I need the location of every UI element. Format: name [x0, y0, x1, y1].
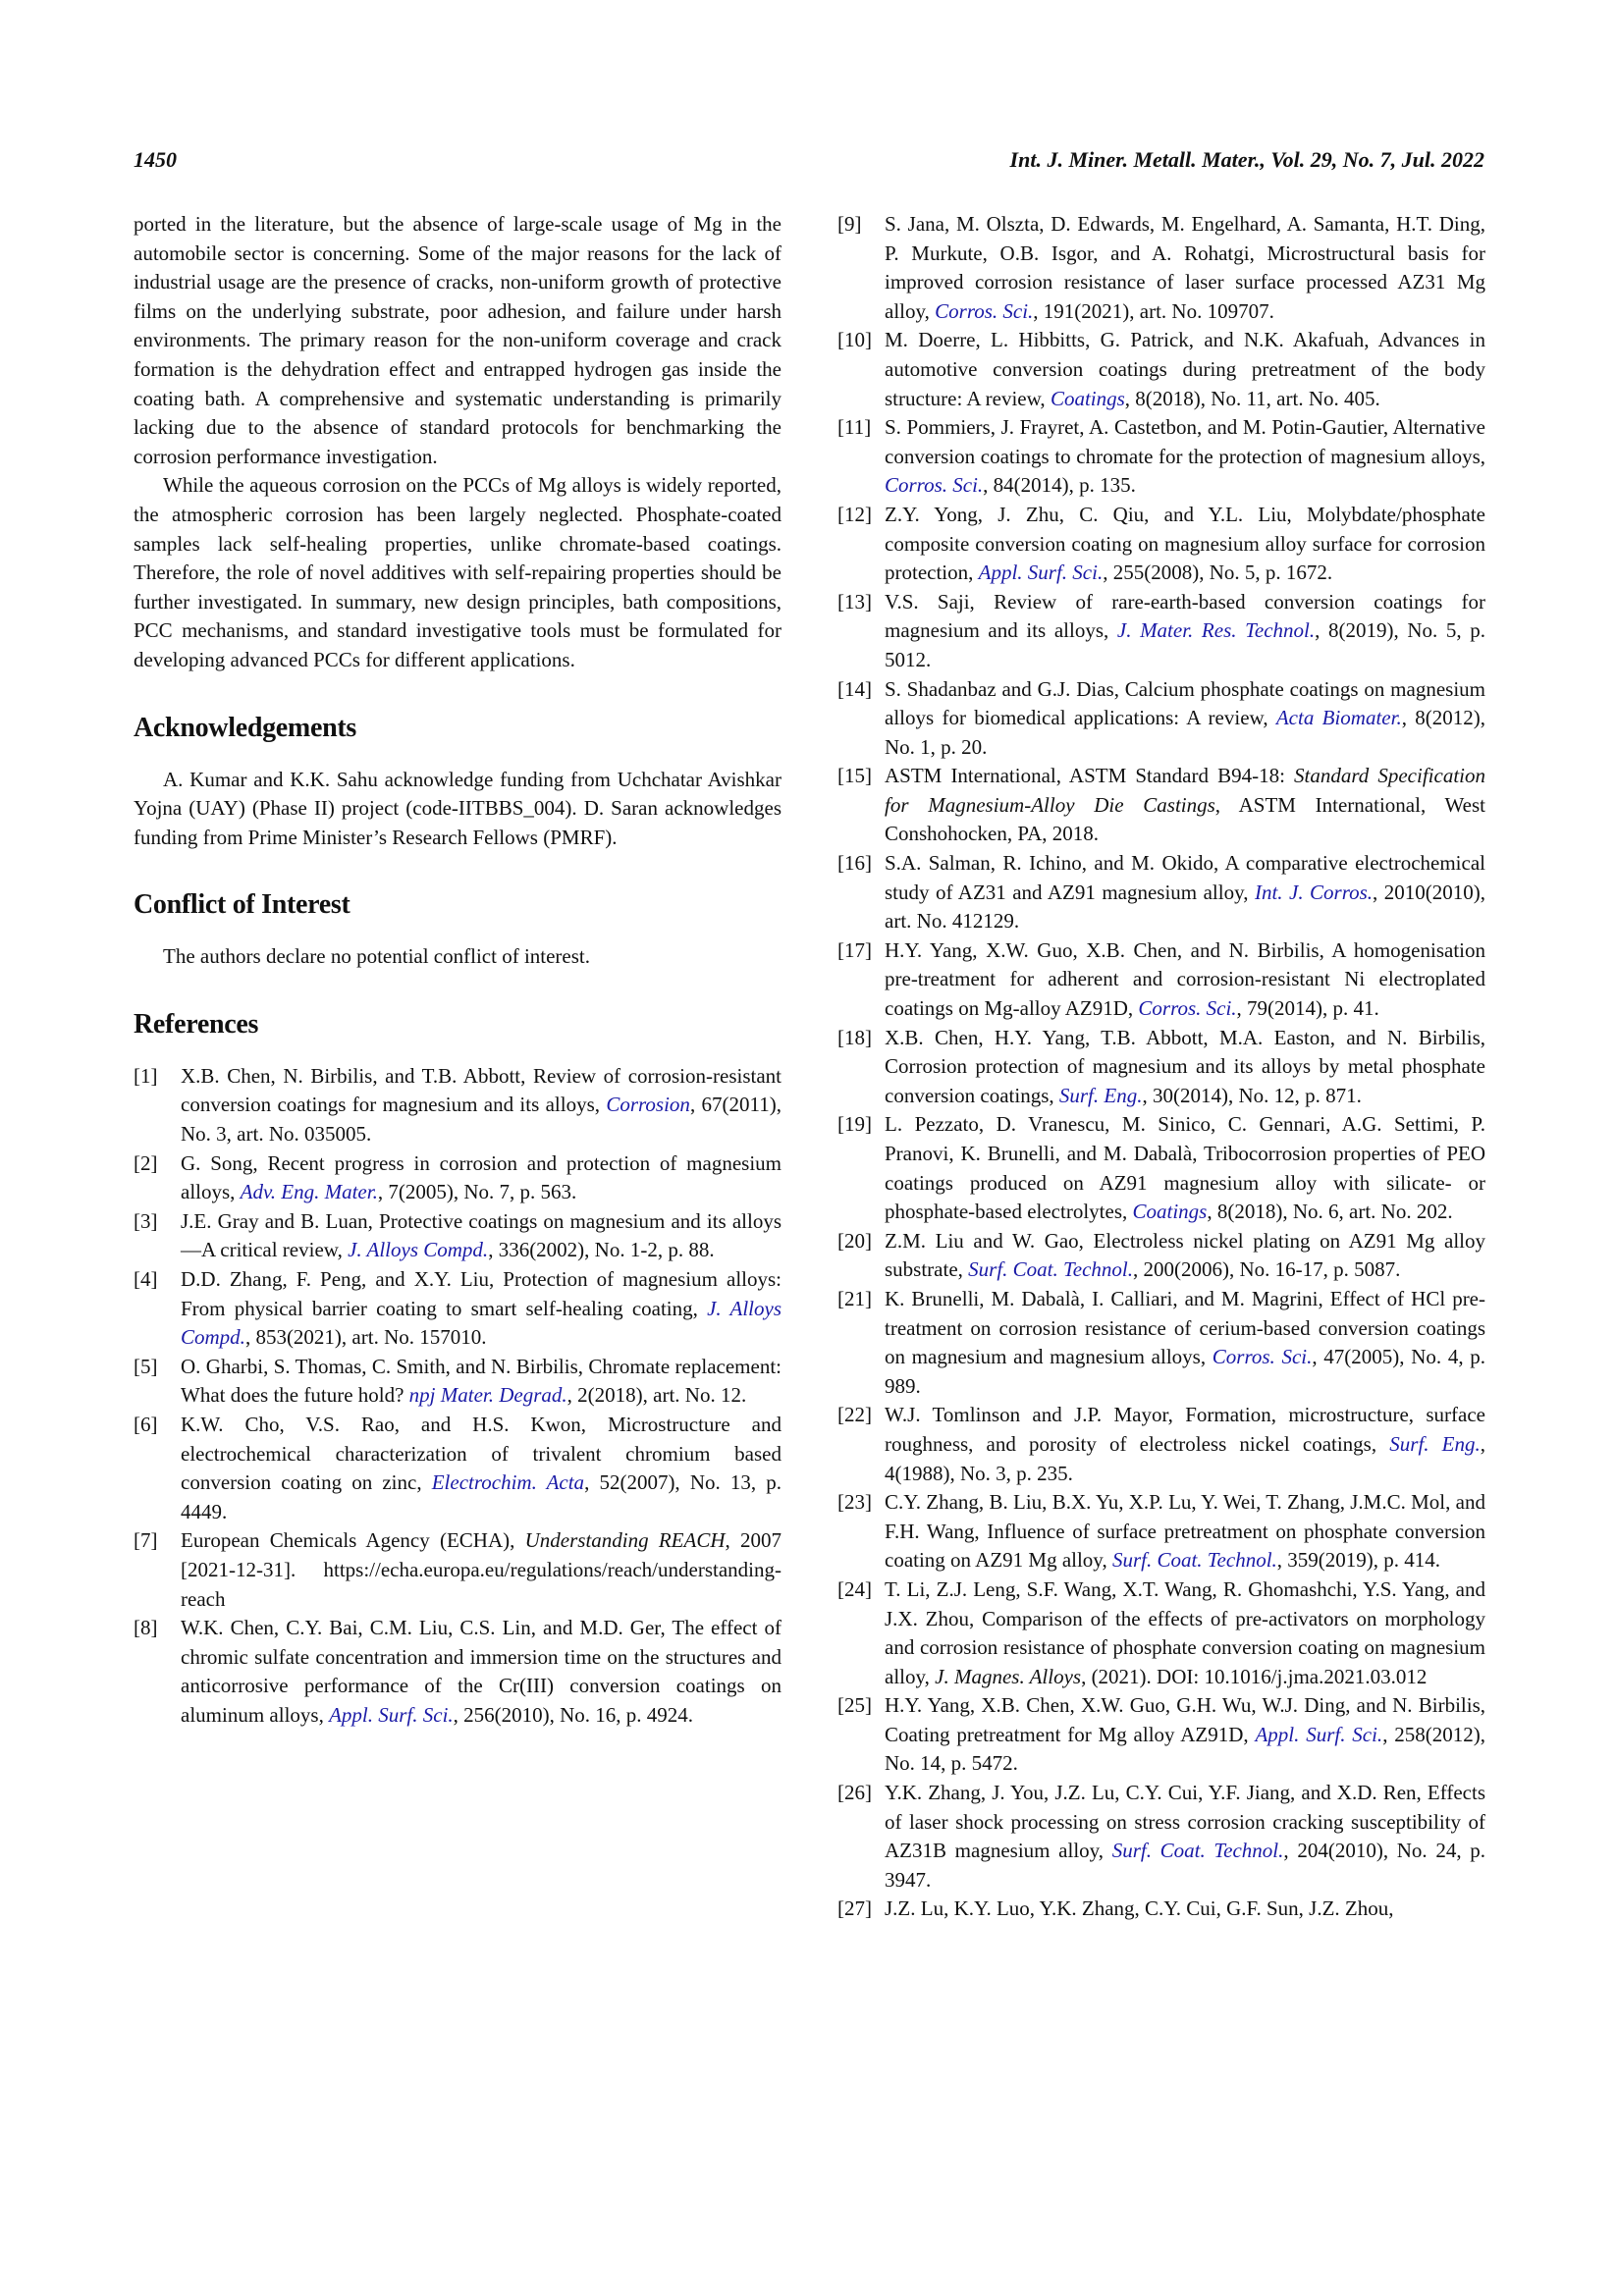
- conflict-heading: Conflict of Interest: [134, 889, 350, 921]
- reference-number: [11]: [837, 415, 872, 440]
- reference-text: H.Y. Yang, X.W. Guo, X.B. Chen, and N. Birbilis, A homogenisation pre-treatment for adherent and corrosion-resistant Ni electroplated coatings on Mg-alloy AZ91D, Corros. Sci., 79(2014), p. 41.: [885, 937, 1485, 1021]
- journal-link[interactable]: Corrosion: [606, 1093, 690, 1117]
- reference-text: K. Brunelli, M. Dabalà, I. Calliari, and M. Magrini, Effect of HCl pre-treatment on corrosion resistance of cerium-based conversion coatings on magnesium and magnesium alloys, Corros. Sci., 47(2005), No. 4, p. 989.: [885, 1286, 1486, 1398]
- reference-text: X.B. Chen, H.Y. Yang, T.B. Abbott, M.A. Easton, and N. Birbilis, Corrosion protection of magnesium and its alloys by metal phosphate conversion coatings, Surf. Eng., 30(2014), No. 12, p. 871.: [885, 1025, 1485, 1107]
- references-heading: References: [134, 1008, 259, 1040]
- reference-item: [134, 1411, 782, 1526]
- left-column: [134, 210, 782, 1731]
- body-paragraph: ported in the literature, but the absence of large-scale usage of Mg in the automobile sector is concerning. Some of the major reasons for the lack of industrial usage are the presence of cracks, non-uniform growth of protective films on the underlying substrate, poor adhesion, and failure under harsh environments. The primary reason for the non-uniform coverage and crack formation is the dehydration effect and entrapped hydrogen gas inside the coating bath. A comprehensive and systematic understanding is primarily lacking due to the absence of standard protocols for benchmarking the corrosion performance investigation.: [134, 212, 782, 468]
- reference-number: [22]: [837, 1403, 872, 1427]
- reference-number: [6]: [134, 1413, 158, 1436]
- journal-link[interactable]: Appl. Surf. Sci.: [978, 561, 1104, 585]
- reference-item: [134, 1265, 782, 1353]
- reference-number: [24]: [837, 1576, 872, 1601]
- page-number: 1450: [134, 147, 177, 172]
- reference-number: [17]: [837, 937, 872, 962]
- journal-link[interactable]: J. Alloys Compd.: [348, 1238, 489, 1262]
- reference-text: Y.K. Zhang, J. You, J.Z. Lu, C.Y. Cui, Y.F. Jiang, and X.D. Ren, Effects of laser shock processing on stress corrosion cracking susceptibility of AZ31B magnesium alloy, Surf. Coat. Technol., 204(2010), No. 24, p. 3947.: [885, 1781, 1486, 1892]
- reference-item: [134, 1526, 782, 1614]
- journal-link[interactable]: Surf. Eng.: [1389, 1431, 1481, 1456]
- italic-title: Standard Specification for Magnesium-Alloy Die Castings: [885, 764, 1485, 817]
- reference-item: [837, 1401, 1485, 1488]
- reference-text: S. Pommiers, J. Frayret, A. Castetbon, and M. Potin-Gautier, Alternative conversion coatings to chromate for the protection of magnesium alloys, Corros. Sci., 84(2014), p. 135.: [885, 415, 1485, 498]
- reference-item: [134, 1614, 782, 1730]
- reference-text: W.K. Chen, C.Y. Bai, C.M. Liu, C.S. Lin, and M.D. Ger, The effect of chromic sulfate concentration and immersion time on the structures and anticorrosive performance of the Cr(III) conversion coatings on aluminum alloys, Appl. Surf. Sci., 256(2010), No. 16, p. 4924.: [181, 1616, 782, 1727]
- reference-item: [134, 1353, 782, 1411]
- reference-item: [837, 1285, 1485, 1401]
- reference-number: [13]: [837, 589, 872, 614]
- reference-item: [837, 210, 1485, 326]
- reference-text: ASTM International, ASTM Standard B94-18: Standard Specification for Magnesium-Alloy Die Castings, ASTM International, West Conshohocken, PA, 2018.: [885, 764, 1485, 846]
- reference-number: [14]: [837, 676, 872, 701]
- reference-item: [134, 1149, 782, 1207]
- reference-number: [7]: [134, 1528, 158, 1553]
- reference-item: [837, 1227, 1485, 1285]
- journal-link[interactable]: Appl. Surf. Sci.: [329, 1702, 454, 1727]
- reference-item: [837, 849, 1485, 936]
- journal-link[interactable]: J. Mater. Res. Technol.: [1116, 618, 1316, 643]
- reference-number: [16]: [837, 851, 872, 876]
- reference-text: K.W. Cho, V.S. Rao, and H.S. Kwon, Microstructure and electrochemical characterization of trivalent chromium based conversion coating on zinc, Electrochim. Acta, 52(2007), No. 13, p. 4449.: [181, 1413, 782, 1523]
- reference-text: Z.Y. Yong, J. Zhu, C. Qiu, and Y.L. Liu, Molybdate/phosphate composite conversion coating on magnesium alloy surface for corrosion protection, Appl. Surf. Sci., 255(2008), No. 5, p. 1672.: [885, 502, 1485, 585]
- reference-item: [837, 1024, 1485, 1111]
- journal-link[interactable]: Acta Biomater.: [1275, 706, 1402, 730]
- reference-item: [837, 1895, 1485, 1924]
- reference-text: G. Song, Recent progress in corrosion and protection of magnesium alloys, Adv. Eng. Mater., 7(2005), No. 7, p. 563.: [181, 1150, 782, 1204]
- reference-item: [837, 501, 1485, 588]
- reference-number: [18]: [837, 1025, 872, 1049]
- reference-text: L. Pezzato, D. Vranescu, M. Sinico, C. Gennari, A.G. Settimi, P. Pranovi, K. Brunelli, and M. Dabalà, Tribocorrosion properties of PEO coatings produced on AZ91 magnesium alloy with silicate- or phosphate-based electrolytes, Coatings, 8(2018), No. 6, art. No. 202.: [885, 1112, 1485, 1224]
- reference-number: [4]: [134, 1267, 158, 1292]
- reference-item: [134, 1062, 782, 1149]
- reference-item: [837, 326, 1485, 413]
- journal-link[interactable]: Corros. Sci.: [1138, 996, 1237, 1021]
- reference-text: T. Li, Z.J. Leng, S.F. Wang, X.T. Wang, R. Ghomashchi, Y.S. Yang, and J.X. Zhou, Comparison of the effects of pre-activators on morphology and corrosion resistance of phosphate conversion coating on magnesium alloy, J. Magnes. Alloys, (2021). DOI: 10.1016/j.jma.2021.03.012: [885, 1576, 1485, 1688]
- reference-text: X.B. Chen, N. Birbilis, and T.B. Abbott, Review of corrosion-resistant conversion coatings for magnesium and its alloys, Corrosion, 67(2011), No. 3, art. No. 035005.: [181, 1063, 782, 1147]
- acknowledgements-heading: Acknowledgements: [134, 712, 356, 743]
- reference-number: [10]: [837, 328, 872, 352]
- reference-text: V.S. Saji, Review of rare-earth-based conversion coatings for magnesium and its alloys, J. Mater. Res. Technol., 8(2019), No. 5, p. 5012.: [885, 589, 1485, 671]
- reference-item: [837, 1575, 1485, 1691]
- journal-link[interactable]: Corros. Sci.: [1212, 1345, 1313, 1369]
- conflict-text: The authors declare no potential conflict of interest.: [163, 944, 591, 969]
- journal-link[interactable]: Corros. Sci.: [935, 298, 1034, 323]
- journal-link[interactable]: Corros. Sci.: [885, 473, 984, 498]
- reference-text: European Chemicals Agency (ECHA), Understanding REACH, 2007 [2021-12-31]. https://echa.europa.eu/regulations/reach/understanding-reach: [181, 1528, 782, 1611]
- reference-list-left: [134, 1062, 782, 1731]
- journal-link[interactable]: Surf. Coat. Technol.: [968, 1257, 1133, 1282]
- reference-number: [25]: [837, 1693, 872, 1718]
- reference-item: [837, 588, 1485, 675]
- reference-number: [26]: [837, 1781, 872, 1805]
- body-paragraph: While the aqueous corrosion on the PCCs of Mg alloys is widely reported, the atmospheric corrosion has been largely neglected. Phosphate-coated samples lack self-healing properties, unlike chromate-based coatings. Therefore, the role of novel additives with self-repairing properties should be further investigated. In summary, new design principles, bath compositions, PCC mechanisms, and standard investigative tools must be formulated for developing advanced PCCs for different applications.: [134, 473, 782, 671]
- acknowledgements-text: A. Kumar and K.K. Sahu acknowledge funding from Uchchatar Avishkar Yojna (UAY) (Phase II) project (code-IITBBS_004). D. Saran acknowledges funding from Prime Minister’s Research Fellows (PMRF).: [134, 767, 782, 849]
- reference-number: [12]: [837, 502, 872, 526]
- reference-number: [9]: [837, 212, 862, 236]
- reference-item: [837, 762, 1485, 849]
- reference-text: S.A. Salman, R. Ichino, and M. Okido, A comparative electrochemical study of AZ31 and AZ91 magnesium alloy, Int. J. Corros., 2010(2010), art. No. 412129.: [885, 851, 1485, 934]
- reference-text: J.Z. Lu, K.Y. Luo, Y.K. Zhang, C.Y. Cui, G.F. Sun, J.Z. Zhou,: [885, 1896, 1394, 1921]
- reference-number: [8]: [134, 1616, 158, 1640]
- journal-link[interactable]: Int. J. Corros.: [1254, 880, 1374, 904]
- journal-link[interactable]: Coatings: [1050, 386, 1125, 410]
- reference-item: [837, 675, 1485, 763]
- reference-text: H.Y. Yang, X.B. Chen, X.W. Guo, G.H. Wu, W.J. Ding, and N. Birbilis, Coating pretreatment for Mg alloy AZ91D, Appl. Surf. Sci., 258(2012), No. 14, p. 5472.: [885, 1693, 1485, 1776]
- journal-header: Int. J. Miner. Metall. Mater., Vol. 29, No. 7, Jul. 2022: [1009, 147, 1484, 172]
- reference-item: [837, 1110, 1485, 1226]
- reference-text: S. Shadanbaz and G.J. Dias, Calcium phosphate coatings on magnesium alloys for biomedical applications: A review, Acta Biomater., 8(2012), No. 1, p. 20.: [885, 676, 1485, 759]
- italic-title: J. Magnes. Alloys: [935, 1664, 1082, 1688]
- reference-text: C.Y. Zhang, B. Liu, B.X. Yu, X.P. Lu, Y. Wei, T. Zhang, J.M.C. Mol, and F.H. Wang, Influence of surface pretreatment on phosphate conversion coating on AZ91 Mg alloy, Surf. Coat. Technol., 359(2019), p. 414.: [885, 1490, 1485, 1573]
- reference-item: [837, 413, 1485, 501]
- italic-title: Understanding REACH: [524, 1528, 726, 1553]
- journal-link[interactable]: J. Alloys Compd.: [181, 1296, 782, 1350]
- reference-number: [19]: [837, 1112, 872, 1137]
- reference-text: O. Gharbi, S. Thomas, C. Smith, and N. Birbilis, Chromate replacement: What does the future hold? npj Mater. Degrad., 2(2018), art. No. 12.: [181, 1354, 782, 1408]
- reference-number: [27]: [837, 1896, 872, 1921]
- reference-text: J.E. Gray and B. Luan, Protective coatings on magnesium and its alloys—A critical review, J. Alloys Compd., 336(2002), No. 1-2, p. 88.: [181, 1208, 782, 1262]
- reference-text: D.D. Zhang, F. Peng, and X.Y. Liu, Protection of magnesium alloys: From physical barrier coating to smart self-healing coating, J. Alloys Compd., 853(2021), art. No. 157010.: [181, 1267, 782, 1350]
- reference-list-right: [837, 210, 1485, 1924]
- reference-text: M. Doerre, L. Hibbitts, G. Patrick, and N.K. Akafuah, Advances in automotive conversion coatings during pretreatment of the body structure: A review, Coatings, 8(2018), No. 11, art. No. 405.: [885, 328, 1485, 410]
- reference-text: Z.M. Liu and W. Gao, Electroless nickel plating on AZ91 Mg alloy substrate, Surf. Coat. Technol., 200(2006), No. 16-17, p. 5087.: [885, 1228, 1485, 1282]
- reference-number: [23]: [837, 1490, 872, 1515]
- reference-number: [20]: [837, 1228, 872, 1253]
- journal-link[interactable]: Surf. Coat. Technol.: [1111, 1839, 1284, 1863]
- reference-text: S. Jana, M. Olszta, D. Edwards, M. Engelhard, A. Samanta, H.T. Ding, P. Murkute, O.B. Isgor, and A. Rohatgi, Microstructural basis for improved corrosion resistance of laser surface processed AZ31 Mg alloy, Corros. Sci., 191(2021), art. No. 109707.: [885, 212, 1485, 323]
- reference-number: [5]: [134, 1354, 158, 1378]
- reference-item: [837, 1779, 1485, 1895]
- journal-link[interactable]: Appl. Surf. Sci.: [1255, 1722, 1383, 1746]
- reference-number: [1]: [134, 1063, 158, 1088]
- journal-link[interactable]: Electrochim. Acta: [431, 1470, 585, 1495]
- journal-link[interactable]: npj Mater. Degrad.: [408, 1383, 567, 1408]
- journal-link[interactable]: Coatings: [1132, 1200, 1208, 1224]
- reference-number: [15]: [837, 764, 872, 788]
- reference-text: W.J. Tomlinson and J.P. Mayor, Formation, microstructure, surface roughness, and porosity of electroless nickel coatings, Surf. Eng., 4(1988), No. 3, p. 235.: [885, 1403, 1485, 1485]
- journal-link[interactable]: Adv. Eng. Mater.: [240, 1180, 378, 1204]
- reference-number: [2]: [134, 1150, 158, 1175]
- reference-item: [837, 1691, 1485, 1779]
- journal-link[interactable]: Surf. Eng.: [1058, 1083, 1143, 1107]
- reference-number: [21]: [837, 1286, 872, 1310]
- reference-item: [134, 1207, 782, 1265]
- reference-number: [3]: [134, 1208, 158, 1233]
- reference-item: [837, 1488, 1485, 1575]
- journal-link[interactable]: Surf. Coat. Technol.: [1111, 1548, 1277, 1573]
- reference-item: [837, 936, 1485, 1024]
